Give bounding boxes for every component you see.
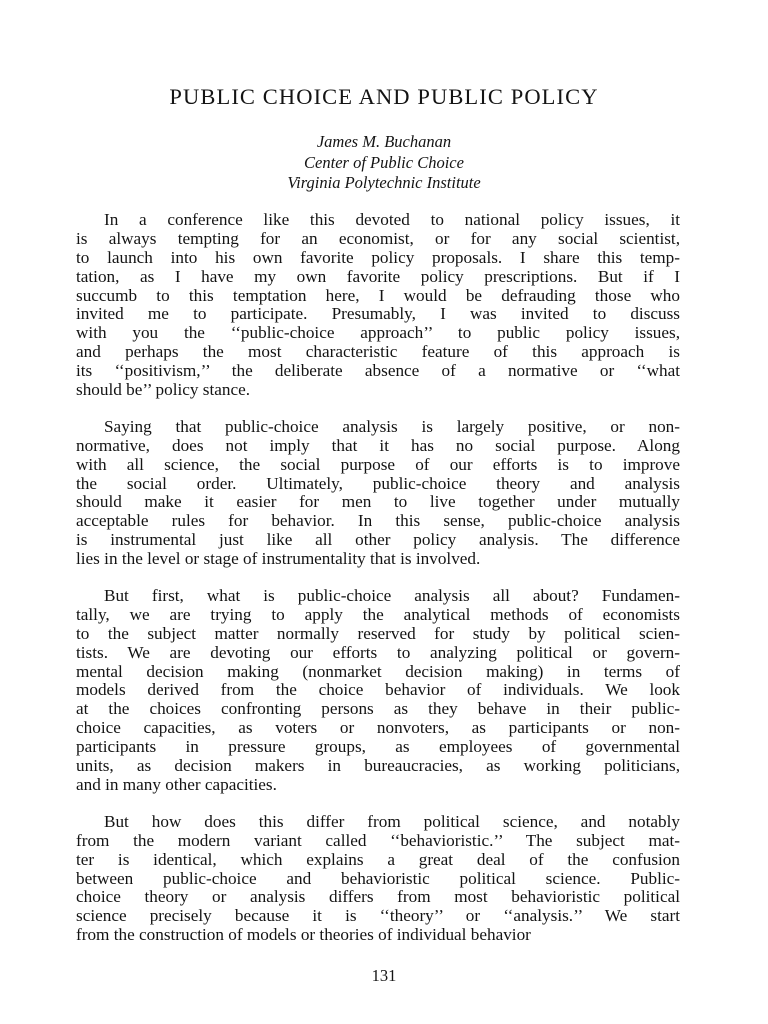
text-line: science precisely because it is ‘‘theory’’ or ‘‘analysis.’’ We start (76, 906, 680, 926)
text-line: But first, what is public-choice analysis all about? Fundamen- (104, 586, 680, 606)
text-line: the social order. Ultimately, public-choice theory and analysis (76, 473, 680, 493)
text-line: to the subject matter normally reserved for study by political scien- (76, 623, 680, 643)
text-line: invited me to participate. Presumably, I was invited to discuss (76, 304, 680, 324)
text-line: models derived from the choice behavior of individuals. We look (76, 680, 680, 700)
paragraph-4 (76, 813, 680, 945)
text-line: should be’’ policy stance. (76, 380, 251, 400)
text-line: from the modern variant called ‘‘behavioristic.’’ The subject mat- (76, 830, 680, 850)
text-line: In a conference like this devoted to national policy issues, it (104, 210, 680, 229)
text-line: with you the ‘‘public-choice approach’’ to public policy issues, (76, 323, 680, 343)
text-line: mental decision making (nonmarket decision making) in terms of (76, 661, 680, 681)
text-line: should make it easier for men to live together under mutually (76, 492, 680, 512)
text-line: is always tempting for an economist, or for any social scientist, (76, 228, 680, 248)
text-line: its ‘‘positivism,’’ the deliberate absence of a normative or ‘‘what (76, 361, 680, 381)
byline (0, 132, 768, 194)
text-line: between public-choice and behavioristic political science. Public- (76, 868, 680, 888)
text-line: tists. We are devoting our efforts to analyzing political or govern- (76, 642, 680, 662)
text-line: choice theory or analysis differs from most behavioristic political (76, 887, 680, 907)
paragraph-2 (76, 418, 680, 569)
text-line: succumb to this temptation here, I would be defrauding those who (76, 285, 680, 305)
text-line: ter is identical, which explains a great deal of the confusion (76, 849, 680, 869)
text-line: units, as decision makers in bureaucracies, as working politicians, (76, 756, 680, 776)
paragraph-3 (76, 587, 680, 795)
article-body (76, 211, 680, 945)
text-line: acceptable rules for behavior. In this sense, public-choice analysis (76, 511, 680, 531)
text-line: Saying that public-choice analysis is largely positive, or non- (104, 416, 680, 436)
article-title: PUBLIC CHOICE AND PUBLIC POLICY (169, 84, 599, 109)
text-line: lies in the level or stage of instrumentality that is involved. (76, 549, 481, 569)
text-line: participants in pressure groups, as employees of governmental (76, 737, 680, 757)
author-name: James M. Buchanan (316, 132, 452, 151)
page-number: 131 (371, 966, 397, 985)
text-line: tally, we are trying to apply the analytical methods of economists (76, 604, 680, 624)
text-line: normative, does not imply that it has no social purpose. Along (76, 435, 680, 455)
affiliation-institution: Virginia Polytechnic Institute (287, 173, 481, 192)
text-line: and perhaps the most characteristic feature of this approach is (76, 342, 680, 362)
paragraph-1 (76, 211, 680, 400)
text-line: to launch into his own favorite policy proposals. I share this temp- (76, 247, 680, 267)
text-line: and in many other capacities. (76, 774, 277, 794)
text-line: is instrumental just like all other policy analysis. The difference (76, 530, 680, 550)
text-line: tation, as I have my own favorite policy prescriptions. But if I (76, 266, 680, 286)
text-line: But how does this differ from political science, and notably (104, 811, 680, 831)
text-line: at the choices confronting persons as they behave in their public- (76, 699, 680, 719)
text-line: with all science, the social purpose of our efforts is to improve (76, 454, 680, 474)
text-line: from the construction of models or theories of individual behavior (76, 925, 531, 945)
text-line: choice capacities, as voters or nonvoters, as participants or non- (76, 718, 680, 738)
affiliation-center: Center of Public Choice (304, 152, 464, 172)
